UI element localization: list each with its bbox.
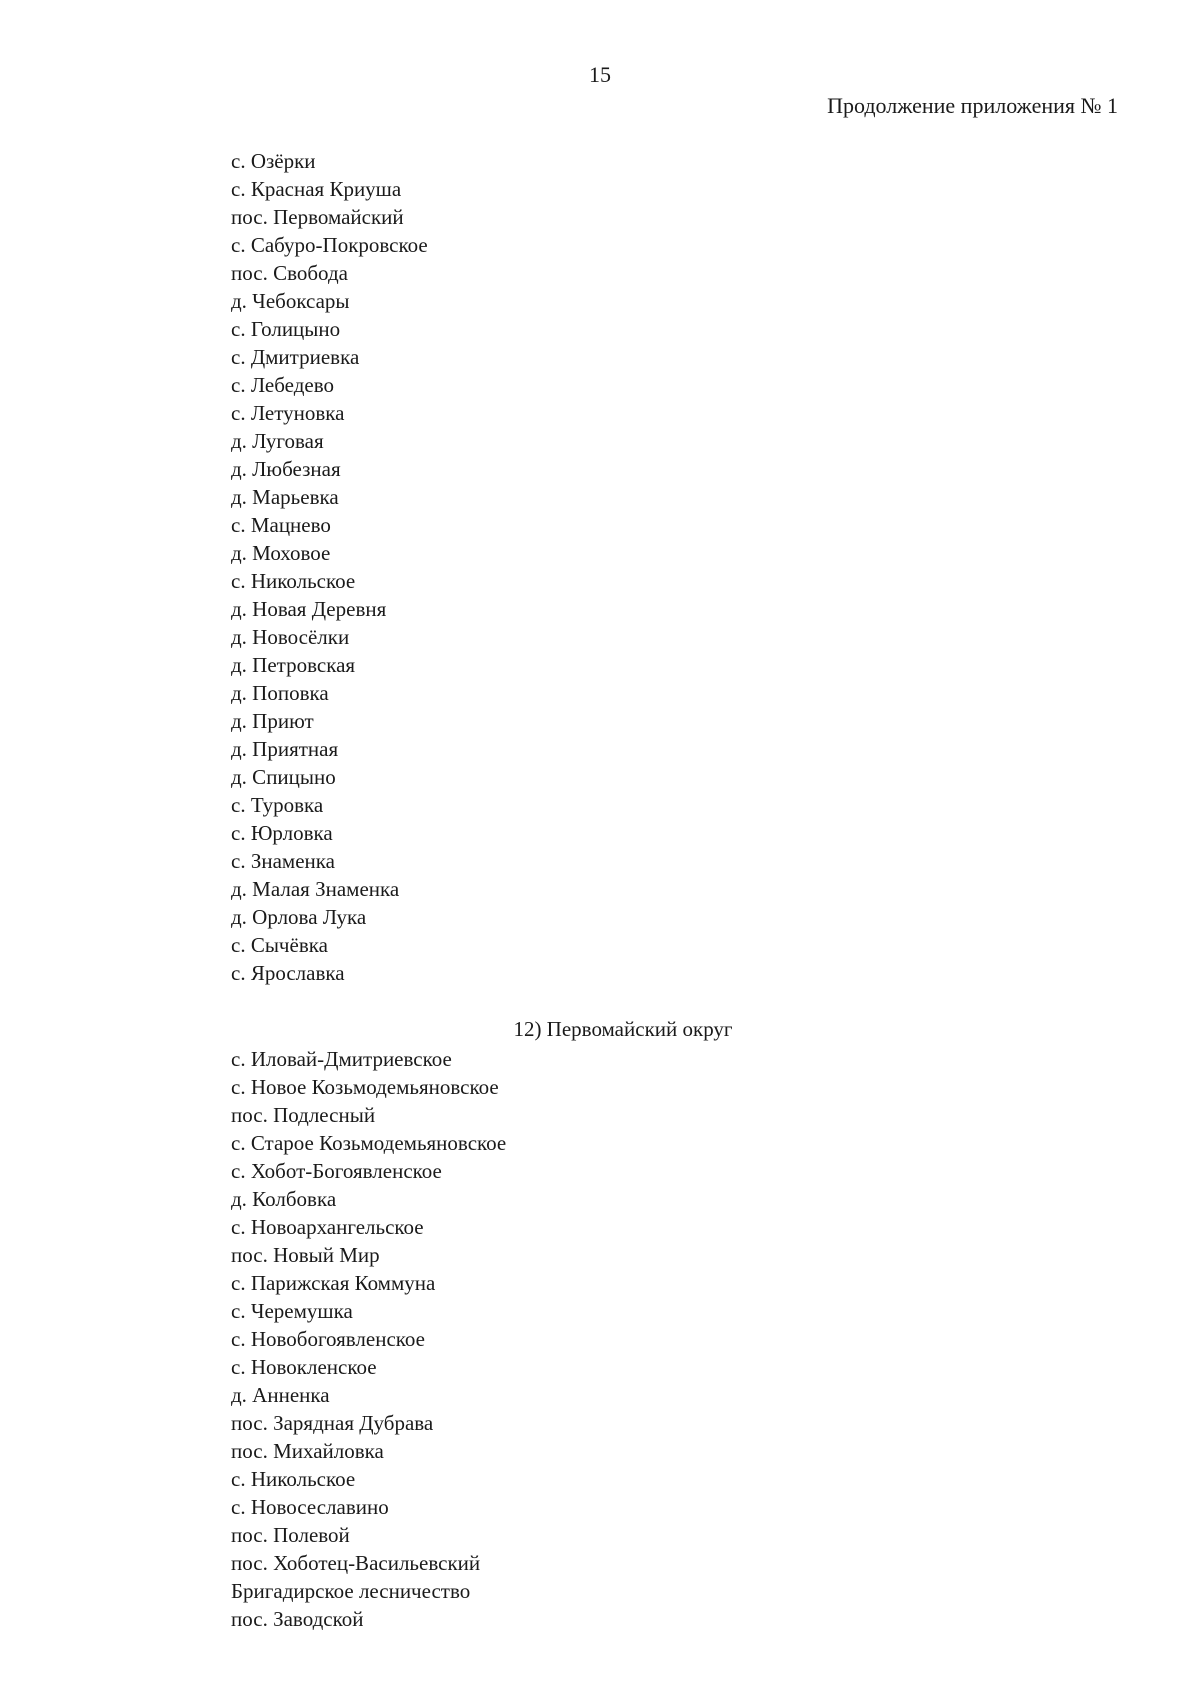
list-item: с. Хобот-Богоявленское [231,1159,442,1183]
list-item: с. Новоархангельское [231,1215,424,1239]
list-item: пос. Зарядная Дубрава [231,1411,434,1435]
list-item: с. Новокленское [231,1355,377,1379]
list-item: с. Новое Козьмодемьяновское [231,1075,499,1099]
list-item: с. Иловай-Дмитриевское [231,1047,452,1071]
list-item: с. Лебедево [231,373,334,397]
list-item: д. Новосёлки [231,625,350,649]
list-item: с. Сабуро-Покровское [231,233,428,257]
list-item: с. Голицыно [231,317,341,341]
list-item: д. Спицыно [231,765,336,789]
settlement-list-part-2 [231,1045,506,1633]
list-item: д. Приятная [231,737,339,761]
list-item: с. Красная Криуша [231,177,402,201]
list-item: д. Новая Деревня [231,597,387,621]
list-item: с. Мацнево [231,513,331,537]
list-item: с. Знаменка [231,849,335,873]
list-item: с. Туровка [231,793,324,817]
list-item: д. Любезная [231,457,341,481]
list-item: с. Никольское [231,569,356,593]
list-item: пос. Первомайский [231,205,404,229]
list-item: с. Старое Козьмодемьяновское [231,1131,507,1155]
list-item: д. Чебоксары [231,289,350,313]
section-heading: 12) Первомайский округ [513,1017,733,1041]
list-item: с. Юрловка [231,821,333,845]
list-item: пос. Хоботец-Васильевский [231,1551,481,1575]
list-item: пос. Подлесный [231,1103,376,1127]
settlement-list-part-1 [231,147,428,987]
list-item: с. Ярославка [231,961,345,985]
list-item: д. Поповка [231,681,329,705]
list-item: с. Озёрки [231,149,316,173]
list-item: пос. Михайловка [231,1439,384,1463]
list-item: с. Летуновка [231,401,345,425]
list-item: с. Парижская Коммуна [231,1271,436,1295]
list-item: д. Петровская [231,653,356,677]
list-item: с. Новобогоявленское [231,1327,426,1351]
list-item: д. Приют [231,709,314,733]
list-item: с. Новосеславино [231,1495,389,1519]
list-item: д. Марьевка [231,485,339,509]
list-item: д. Анненка [231,1383,330,1407]
continuation-label: Продолжение приложения № 1 [827,93,1118,118]
list-item: пос. Заводской [231,1607,364,1631]
list-item: Бригадирское лесничество [231,1579,471,1603]
list-item: пос. Свобода [231,261,348,285]
list-item: д. Луговая [231,429,324,453]
list-item: д. Орлова Лука [231,905,367,929]
page-number: 15 [589,62,611,87]
list-item: пос. Новый Мир [231,1243,380,1267]
list-item: с. Сычёвка [231,933,328,957]
list-item: д. Малая Знаменка [231,877,400,901]
list-item: с. Никольское [231,1467,356,1491]
list-item: с. Черемушка [231,1299,353,1323]
list-item: с. Дмитриевка [231,345,360,369]
list-item: д. Моховое [231,541,331,565]
list-item: д. Колбовка [231,1187,337,1211]
list-item: пос. Полевой [231,1523,350,1547]
